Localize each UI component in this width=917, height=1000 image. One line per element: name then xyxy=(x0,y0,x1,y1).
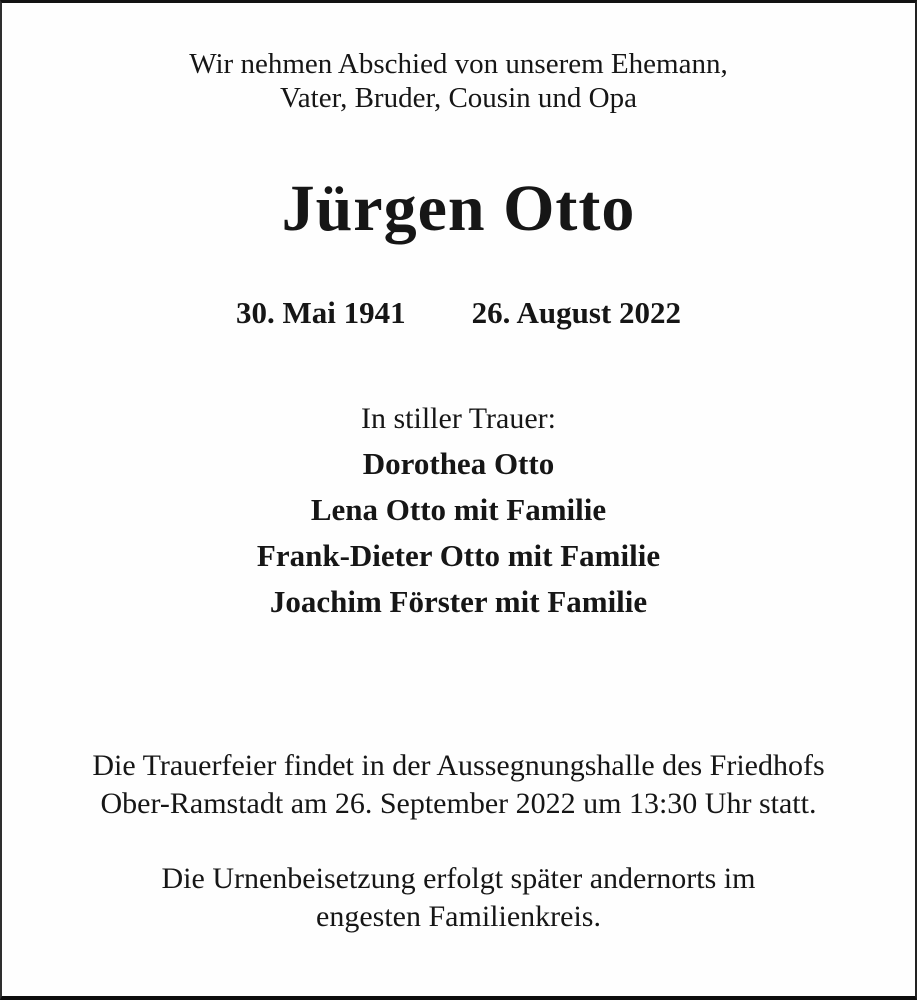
mourner-name: Joachim Förster mit Familie xyxy=(269,584,648,619)
service-info xyxy=(2,747,915,823)
mourner-name: Dorothea Otto xyxy=(362,446,555,481)
intro-line-1: Wir nehmen Abschied von unserem Ehemann, xyxy=(189,48,728,80)
burial-line-1: Die Urnenbeisetzung erfolgt später andernorts im xyxy=(161,862,756,895)
birth-date: 30. Mai 1941 xyxy=(236,295,406,330)
service-line-1: Die Trauerfeier findet in der Aussegnungshalle des Friedhofs xyxy=(92,749,825,782)
death-date: 26. August 2022 xyxy=(471,295,681,330)
mourning-section xyxy=(2,397,915,625)
mourner-name: Frank-Dieter Otto mit Familie xyxy=(256,538,661,573)
intro-line-2: Vater, Bruder, Cousin und Opa xyxy=(280,82,637,114)
burial-line-2: engesten Familienkreis. xyxy=(316,900,601,933)
service-line-2: Ober-Ramstadt am 26. September 2022 um 13:30 Uhr statt. xyxy=(100,787,817,820)
intro-text xyxy=(2,47,915,115)
burial-info xyxy=(2,860,915,936)
mourning-header: In stiller Trauer: xyxy=(361,402,556,435)
deceased-name: Jürgen Otto xyxy=(281,172,636,245)
mourner-name: Lena Otto mit Familie xyxy=(310,492,607,527)
life-dates xyxy=(2,293,915,333)
